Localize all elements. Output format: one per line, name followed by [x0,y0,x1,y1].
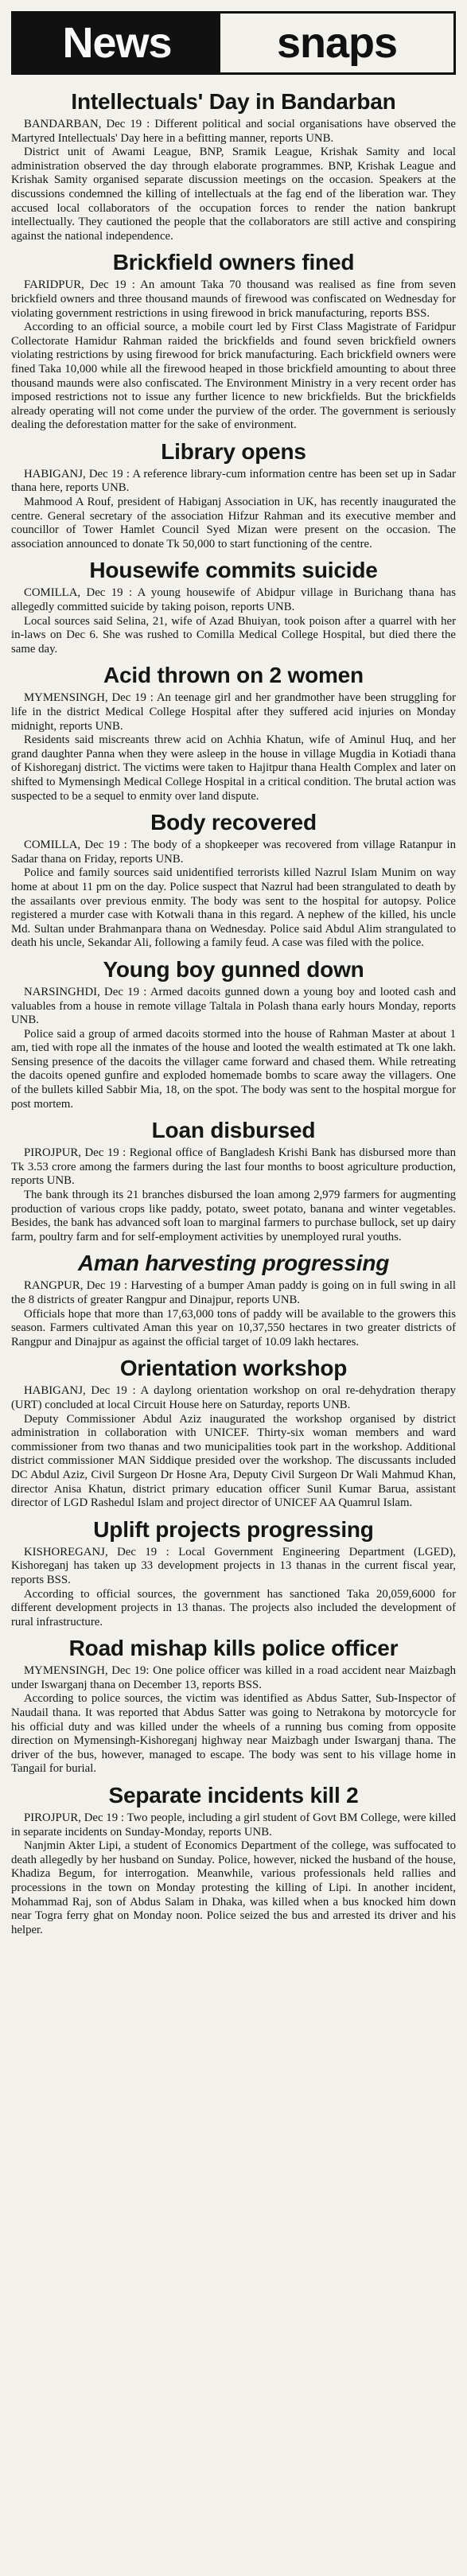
story-paragraph: The bank through its 21 branches disbursed the loan among 2,979 farmers for augmenting production of various crops like paddy, potato, sweet potato, banana and winter vegetables. Besides, the bank has advanced soft loan to marginal farmers to purchase bullock, set up dairy farm, poultry farm and for self-employment activities by unemployed rural youths. [11,1189,456,1243]
story-paragraph: MYMENSINGH, Dec 19 : An teenage girl and her grandmother have been struggling for life in the district Medical College Hospital after they suffered acid injuries on Monday midnight, reports UNB. [11,691,456,733]
story-paragraph: NARSINGHDI, Dec 19 : Armed dacoits gunned down a young boy and looted cash and valuables from a house in remote village Taltala in Polash thana early hours Monday, reports UNB. [11,985,456,1027]
story-uplift-projects [11,1517,456,1630]
story-title: Brickfield owners fined [112,250,355,275]
story-title: Intellectuals' Day in Bandarban [71,89,396,114]
banner-news-word: News [14,14,220,72]
story-paragraph: According to an official source, a mobile court led by First Class Magistrate of Faridpur Collectorate Hamidur Rahman raided the brickfields and found seven brickfield owners violating restrictions by using firewood for brick manufacturing. Each brickfield owners were fined Taka 10,000 while all the firewood heaped in those brickfield amounting to about three thousand maunds were also confiscated. The Environment Ministry in a very recent order has imposed restrictions not to issue any further licence to new brickfields. But the brickfields already operating will not come under the purview of the order. The government is seriously dealing the deforestation matter for the sake of environment. [11,321,456,432]
story-title: Young boy gunned down [103,956,364,982]
story-body-recovered [11,810,456,951]
story-paragraph: District unit of Awami League, BNP, Sramik League, Krishak Samity and local administration observed the day through elaborate programmes. BNP, Krishak League and Krishak Samity organised separate discussion meetings on the occasion. Speakers at the discussions condemned the killing of intellectuals at the fag end of the liberation war. They accused local collaborators of the occupation forces to render the nation bankrupt intellectually. They cautioned the people that the collaborators are still active and conspiring against the national independence. [11,146,456,243]
story-paragraph: PIROJPUR, Dec 19 : Two people, including a girl student of Govt BM College, were killed in separate incidents on Sunday-Monday, reports UNB. [11,1811,456,1839]
story-road-mishap [11,1636,456,1776]
news-page [11,11,456,2552]
story-paragraph: PIROJPUR, Dec 19 : Regional office of Bangladesh Krishi Bank has disbursed more than Tk 3.53 crore among the farmers during the last four months to boost agriculture production, reports UNB. [11,1146,456,1188]
story-paragraph: According to official sources, the government has sanctioned Taka 20,059,6000 for different development projects in 13 thanas. The projects also included the development of rural infrastructure. [11,1587,456,1628]
story-title: Aman harvesting progressing [77,1251,390,1276]
story-title: Housewife commits suicide [89,558,378,583]
story-paragraph: Local sources said Selina, 21, wife of Azad Bhuiyan, took poison after a quarrel with her in-laws on Dec 6. She was rushed to Comilla Medical College Hospital, but died there the same day. [11,614,456,656]
story-separate-incidents [11,1783,456,1937]
story-brickfield-owners-fined [11,250,456,433]
story-paragraph: Nanjmin Akter Lipi, a student of Economics Department of the college, was suffocated to death allegedly by her husband on Sunday. Police, however, nicked the husband of the house, Khadiza Begum, for interrogation. Meanwhile, various professionals held rallies and processions in the town on Monday protesting the killing of Lipi. In another incident, Mohammad Raj, son of Abdus Salam in Dhaka, was killed when a bus knocked him down near Togra ferry ghat on Monday noon. Police seized the bus and arrested its driver and his helper. [11,1839,456,1936]
story-orientation-workshop [11,1356,456,1510]
story-paragraph: Residents said miscreants threw acid on Achhia Khatun, wife of Aminul Huq, and her grand daughter Panna when they were asleep in the house in village Mugdia in Kotiadi thana of Kishoreganj district. The victims were taken to Hajitpur thana Health Complex and later on shifted to Mymensingh Medical College Hospital in a critical condition. The brutal action was suspected to be a sequel to enmity over land dispute. [11,733,456,803]
story-paragraph: RANGPUR, Dec 19 : Harvesting of a bumper Aman paddy is going on in full swing in all the 8 districts of greater Rangpur and Dinajpur, reports UNB. [11,1279,456,1306]
story-title: Library opens [161,438,306,464]
story-paragraph: FARIDPUR, Dec 19 : An amount Taka 70 thousand was realised as fine from seven brickfield owners and three thousand maunds of firewood was confiscated on Wednesday for violating government restrictions in using firewood in brick manufacturing, reports BSS. [11,278,456,320]
story-paragraph: Police said a group of armed dacoits stormed into the house of Rahman Master at about 1 am, tied with rope all the inmates of the house and looted the wealth estimated at Tk one lakh. Sensing presence of the dacoits the villager came forward and chased them. While retreating the dacoits opened gunfire and exploded homemade bombs to scare away the villagers. One of the bullets killed Sabbir Mia, 18, on the spot. The body was sent to the hospital morgue for post mortem. [11,1027,456,1111]
news-snaps-banner [11,11,456,75]
story-paragraph: Mahmood A Rouf, president of Habiganj Association in UK, has recently inaugurated the centre. General secretary of the association Hifzur Rahman and its executive member and councillor of Tower Hamlet Council Syed Mizan were present on the occasion. The association announced to donate Tk 50,000 to start functioning of the centre. [11,496,456,551]
story-intellectuals-day [11,89,456,243]
story-loan-disbursed [11,1118,456,1244]
story-paragraph: KISHOREGANJ, Dec 19 : Local Government Engineering Department (LGED), Kishoreganj has taken up 33 development projects in 13 thanas in the current fiscal year, reports BSS. [11,1545,456,1586]
story-title: Loan disbursed [151,1118,316,1143]
story-title: Acid thrown on 2 women [103,663,364,688]
story-title: Road mishap kills police officer [68,1636,399,1661]
story-young-boy-gunned-down [11,957,456,1111]
story-paragraph: COMILLA, Dec 19 : The body of a shopkeeper was recovered from village Ratanpur in Sadar thana on Friday, reports UNB. [11,839,456,866]
story-paragraph: Deputy Commissioner Abdul Aziz inaugurated the workshop organised by district administration in collaboration with UNICEF. Thirty-six woman members and ward commissioner from two thanas and two municipalities took part in the workshop. Additional district commissioner MAN Siddique presided over the workshop. The discussants included DC Abdul Aziz, Civil Surgeon Dr Hosne Ara, Deputy Civil Surgeon Dr Wali Mahmud Khan, director Anisa Khatun, district primary education officer Sunil Kumar Barua, assistant director of LGD Rashedul Islam and project director of UNICEF AA Quamrul Islam. [11,1412,456,1510]
story-paragraph: According to police sources, the victim was identified as Abdus Satter, Sub-Inspector of Naudail thana. It was reported that Abdus Satter was going to Netrakona by motorcycle for his official duty and was killed under the wheels of a running bus coming from opposite direction on Mymensingh-Kishoreganj highway near Maizbagh under Iswarganj thana. The driver of the bus, however, managed to escape. The body was sent to his village home in Tangail for burial. [11,1692,456,1776]
story-title: Separate incidents kill 2 [108,1783,359,1808]
story-title: Body recovered [150,810,317,835]
story-paragraph: MYMENSINGH, Dec 19: One police officer was killed in a road accident near Maizbagh under Iswarganj thana on December 13, reports BSS. [11,1664,456,1691]
story-paragraph: Officials hope that more than 17,63,000 tons of paddy will be available to the growers this season. Farmers cultivated Aman this year on 10,37,550 hectares in two greater districts of Rangpur and Dinajpur as against the official target of 10.09 lakh hectares. [11,1307,456,1348]
story-title: Orientation workshop [119,1356,348,1381]
story-acid-thrown [11,663,456,804]
story-housewife-suicide [11,558,456,656]
story-paragraph: BANDARBAN, Dec 19 : Different political and social organisations have observed the Martyred Intellectuals' Day here in a befitting manner, reports UNB. [11,118,456,145]
story-paragraph: COMILLA, Dec 19 : A young housewife of Abidpur village in Burichang thana has allegedly committed suicide by taking poison, reports UNB. [11,586,456,614]
story-aman-harvesting [11,1251,456,1349]
story-title: Uplift projects progressing [93,1516,374,1542]
story-library-opens [11,439,456,552]
story-paragraph: HABIGANJ, Dec 19 : A daylong orientation workshop on oral re-dehydration therapy (URT) concluded at local Circuit House here on Saturday, reports UNB. [11,1384,456,1411]
story-paragraph: HABIGANJ, Dec 19 : A reference library-cum information centre has been set up in Sadar thana here, reports UNB. [11,467,456,495]
banner-snaps-word: snaps [276,19,398,67]
story-paragraph: Police and family sources said unidentified terrorists killed Nazrul Islam Munim on way home at about 11 pm on the day. Police suspect that Nazrul had been strangulated to death by the assailants over previous enmity. The body was sent to the hospital for autopsy. Police registered a murder case with Kotwali thana in this regard. A nephew of the killed, his uncle Md. Sultan under Brahmanpara thana on Wednesday. Police said Abdul Alim strangulated to death his uncle, Sekandar Ali, following a family feud. A case was filed with the police. [11,866,456,950]
